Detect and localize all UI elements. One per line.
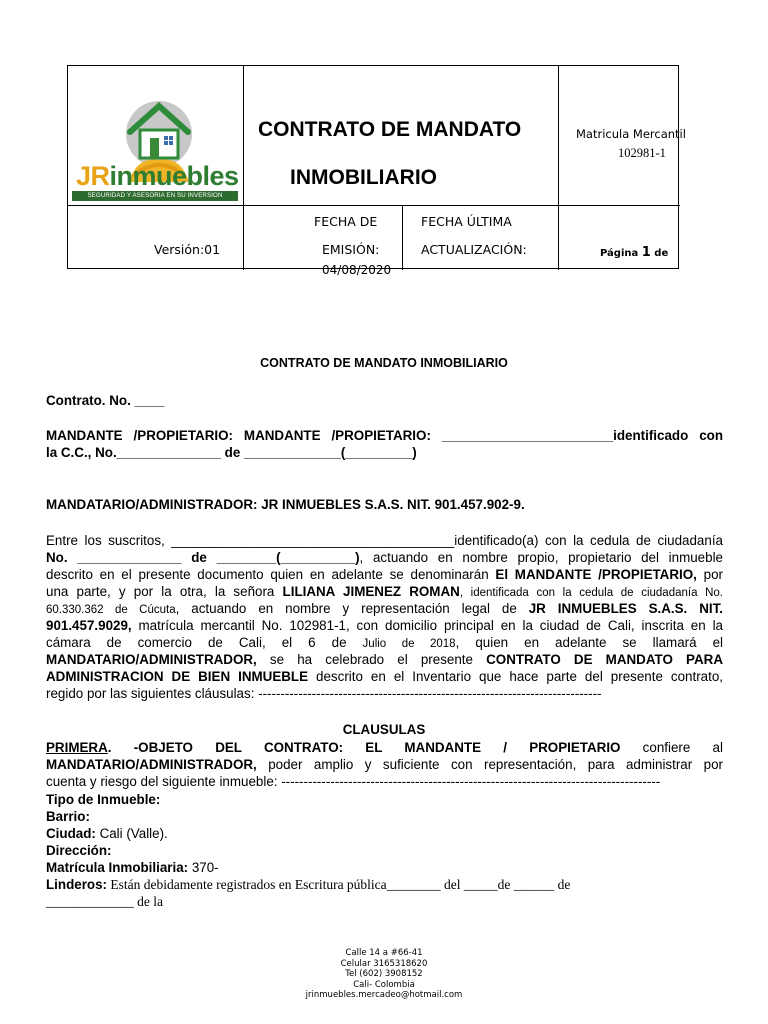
brand-tagline: SEGURIDAD Y ASESORIA EN SU INVERSION [72,191,238,201]
page-number: Página 1 de [600,245,669,260]
fecha-actualizacion-label-2: ACTUALIZACIÓN: [421,242,527,257]
doc-heading: CONTRATO DE MANDATO INMOBILIARIO [260,356,508,370]
fecha-emision-value: 04/08/2020 [322,263,392,277]
footer-tel: Tel (602) 3908152 [345,969,423,979]
doc-title-line1: CONTRATO DE MANDATO [258,118,522,141]
intro-paragraph: Entre los suscritos, ______________________________________identificado(a) con la cedula de ciudadanía No. ______________ de ________(__________), actuando en nombre propio, propietario del inmueble descrito en el presente documento quien en adelante se denominarán El MANDANTE /PROPIETARIO, por una parte, y por la otra, la señora LILIANA JIMENEZ ROMAN, identificada con la cedula de ciudadanía No. 60.330.362 de Cúcuta, actuando en nombre y representación legal de JR INMUEBLES S.A.S. NIT. 901.457.9029, matrícula mercantil No. 102981-1, con domicilio principal en la ciudad de Cali, inscrita en la cámara de comercio de Cali, el 6 de Julio de 2018, quien en adelante se llamará el MANDATARIO/ADMINISTRADOR, se ha celebrado el presente CONTRATO DE MANDATO PARA ADMINISTRACION DE BIEN INMUEBLE descrito en el Inventario que hace parte del presente contrato, regido por las siguientes cláusulas: ----------------------------------------------------------------------------- [46,533,724,701]
contrato-number: Contrato. No. ____ [46,393,165,408]
field-matricula: Matrícula Inmobiliaria: 370- [46,860,219,875]
field-tipo: Tipo de Inmueble: [46,792,161,807]
mandatario-line: MANDATARIO/ADMINISTRADOR: JR INMUEBLES S.A.S. NIT. 901.457.902-9. [46,497,525,512]
fecha-emision-label-2: EMISIÓN: [322,242,380,257]
mandante-block: MANDANTE /PROPIETARIO: MANDANTE /PROPIETARIO: _______________________identificado con la C.C., No.______________ de _____________(_________) [46,428,723,460]
footer-email: jrinmuebles.mercadeo@hotmail.com [305,990,463,1000]
fecha-emision-label: FECHA DE [314,214,378,229]
footer-phone: Celular 3165318620 [340,958,428,969]
field-direccion: Dirección: [46,843,112,858]
field-barrio: Barrio: [46,809,90,824]
company-logo [68,66,243,206]
matricula-label: Matricula Mercantil [576,127,686,141]
field-linderos: Linderos: Están debidamente registrados en Escritura pública________ del _____de ______ de [46,877,571,892]
doc-title-line2: INMOBILIARIO [290,166,437,189]
footer-contact [284,948,484,1001]
property-fields [46,791,723,910]
header-table [67,65,686,277]
brand-name: JRinmuebles [76,161,239,191]
footer-address: Calle 14 a #66-41 [345,948,423,958]
field-ciudad: Ciudad: Cali (Valle). [46,826,168,841]
version-label: Versión:01 [154,242,221,257]
clausulas-heading: CLAUSULAS [342,722,426,737]
field-linderos-cont: _____________ de la [46,894,163,909]
footer-city: Cali- Colombia [353,979,415,990]
matricula-number: 102981-1 [618,146,666,160]
clausula-primera: PRIMERA. -OBJETO DEL CONTRATO: EL MANDANTE / PROPIETARIO confiere al MANDATARIO/ADMINISTRADOR, poder amplio y suficiente con representación, para administrar por cuenta y riesgo del siguiente inmueble: ------------------------------------------------------------------------------------- [46,740,723,789]
fecha-actualizacion-label: FECHA ÚLTIMA [421,214,512,229]
